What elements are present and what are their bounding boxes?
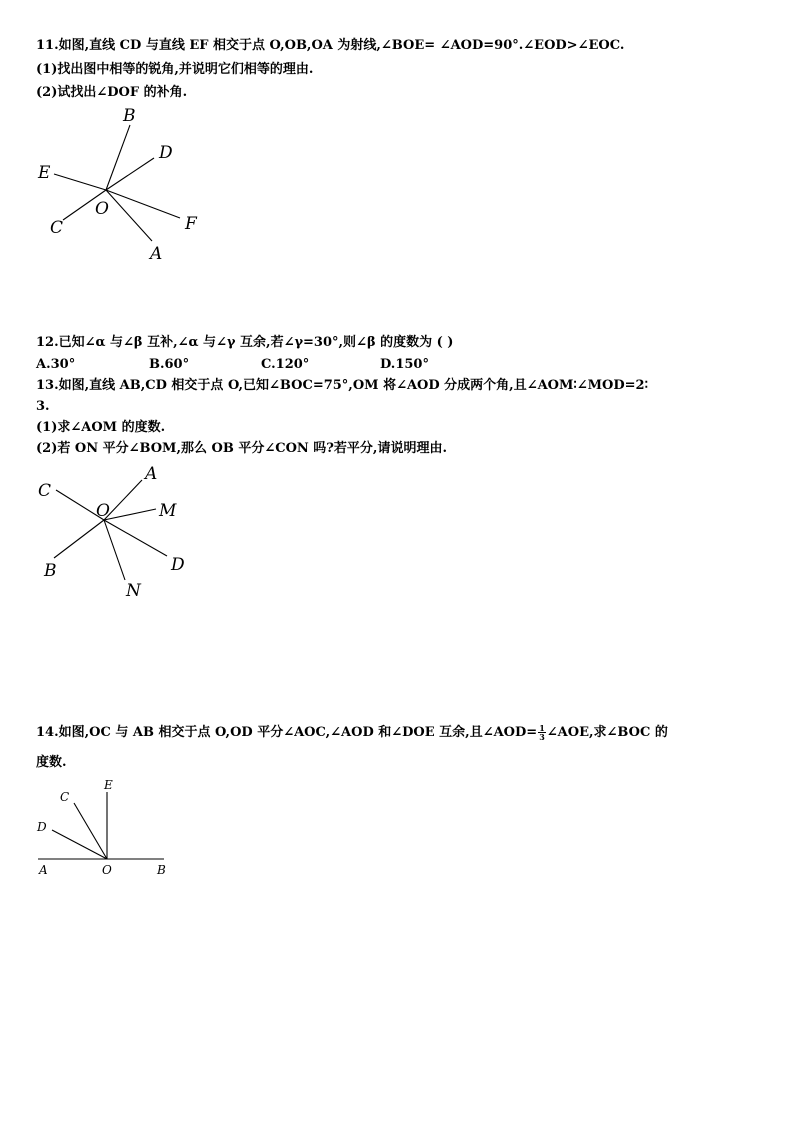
q11-stem: 11.如图,直线 CD 与直线 EF 相交于点 O,OB,OA 为射线,∠BOE= ∠AOD=90°.∠EOD>∠EOC. [36, 38, 625, 53]
label-n: N [126, 581, 141, 601]
label-a: A [145, 464, 158, 484]
label-b: B [44, 561, 57, 581]
label-c: C [60, 790, 70, 804]
label-m: M [159, 501, 177, 521]
q14-fraction-num: 1 [539, 723, 545, 733]
label-c: C [50, 218, 64, 238]
q14-stem-before: 14.如图,OC 与 AB 相交于点 O,OD 平分∠AOC,∠AOD 和∠DOE 互余,且∠AOD= [36, 725, 538, 740]
label-a: A [39, 863, 48, 877]
q14-stem-line2: 度数. [36, 755, 67, 770]
label-d: D [159, 143, 173, 163]
ray-on [104, 520, 125, 580]
line-od [104, 520, 167, 556]
q13-stem-line2: 3. [36, 399, 50, 414]
q14-stem-line1 [36, 724, 668, 742]
q14-fraction [538, 724, 546, 741]
q13-part1: (1)求∠AOM 的度数. [36, 420, 166, 435]
label-d: D [171, 555, 185, 575]
q13-stem-line1: 13.如图,直线 AB,CD 相交于点 O,已知∠BOC=75°,OM 将∠AOD 分成两个角,且∠AOM∶∠MOD=2∶ [36, 378, 648, 393]
q14-fraction-den: 3 [539, 732, 545, 742]
q13-part2: (2)若 ON 平分∠BOM,那么 OB 平分∠CON 吗?若平分,请说明理由. [36, 441, 447, 456]
q14-stem-after: ∠AOE,求∠BOC 的 [546, 725, 668, 740]
label-e: E [38, 163, 51, 183]
ray-ob [106, 125, 130, 190]
label-b: B [123, 106, 136, 126]
label-e: E [104, 778, 113, 792]
line-od [106, 158, 154, 190]
line-oe [54, 174, 106, 190]
ray-om [104, 509, 156, 520]
q12-option-a: A.30° [36, 357, 76, 372]
q11-figure [30, 100, 220, 270]
label-b: B [157, 863, 166, 877]
ray-oa [106, 190, 152, 241]
label-d: D [37, 820, 47, 834]
q12-option-c: C.120° [261, 357, 310, 372]
line-ob [54, 520, 104, 558]
label-o: O [96, 501, 110, 521]
line-of [106, 190, 180, 218]
q14-figure [30, 772, 180, 882]
label-o: O [95, 199, 109, 219]
label-f: F [185, 214, 197, 234]
label-c: C [38, 481, 52, 501]
q12-stem: 12.已知∠α 与∠β 互补,∠α 与∠γ 互余,若∠γ=30°,则∠β 的度数为 ( ) [36, 335, 454, 350]
q12-option-d: D.150° [380, 357, 429, 372]
q13-figure [30, 458, 200, 608]
q12-option-b: B.60° [149, 357, 190, 372]
label-a: A [150, 244, 163, 264]
q11-part1: (1)找出图中相等的锐角,并说明它们相等的理由. [36, 62, 314, 77]
q11-part2: (2)试找出∠DOF 的补角. [36, 85, 188, 100]
label-o: O [102, 863, 112, 877]
